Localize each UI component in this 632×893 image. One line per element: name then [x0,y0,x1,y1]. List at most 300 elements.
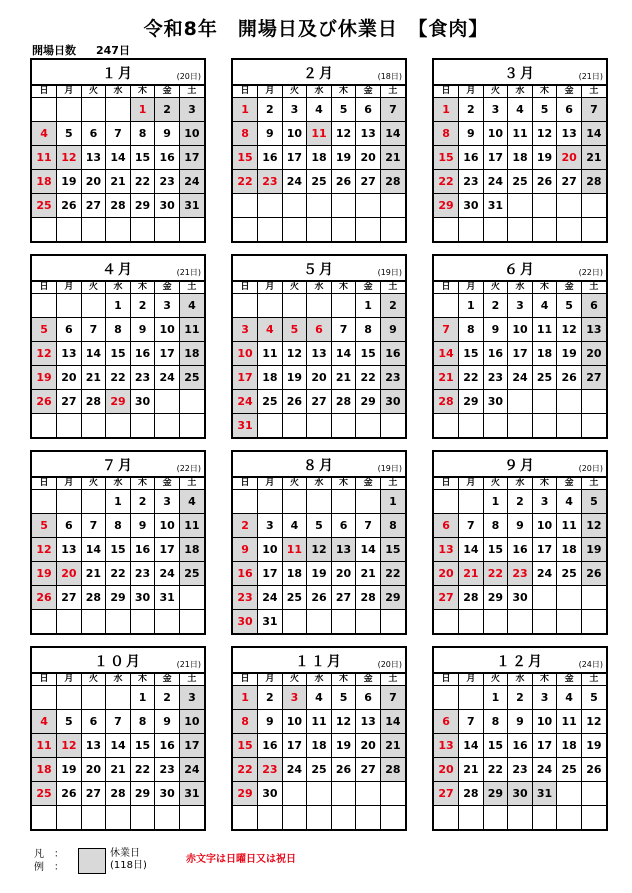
week-row [233,146,405,170]
day-cell: 12 [32,342,57,366]
week-row [32,562,204,586]
weekday-header: 月 [57,674,82,686]
day-cell: 18 [557,538,582,562]
day-cell: 24 [155,562,180,586]
weekday-header: 土 [179,674,204,686]
empty-cell [57,414,82,438]
day-cell: 9 [258,122,283,146]
empty-cell [459,686,484,710]
day-cell: 7 [106,710,131,734]
weekday-header: 火 [483,478,508,490]
day-cell: 21 [356,562,381,586]
empty-cell [282,218,307,242]
page-title: 令和8年 開場日及び休業日 【食肉】 [143,18,489,40]
empty-cell [57,806,82,830]
day-cell: 14 [331,342,356,366]
legend-colon: ： [54,849,64,860]
empty-cell [32,414,57,438]
day-cell: 22 [356,366,381,390]
day-cell: 3 [155,294,180,318]
day-cell: 6 [81,122,106,146]
day-cell: 27 [57,586,82,610]
day-cell: 27 [81,194,106,218]
empty-cell [557,390,582,414]
day-cell: 4 [258,318,283,342]
day-cell: 6 [356,686,381,710]
day-cell: 15 [130,146,155,170]
empty-cell [258,806,283,830]
day-cell: 5 [581,686,606,710]
weekday-header: 火 [282,674,307,686]
day-cell: 6 [356,98,381,122]
empty-cell [57,686,82,710]
day-cell: 16 [155,734,180,758]
empty-cell [233,806,258,830]
empty-cell [581,806,606,830]
empty-cell [130,610,155,634]
day-cell: 25 [32,194,57,218]
weekday-header: 土 [581,674,606,686]
day-cell: 27 [81,782,106,806]
day-cell: 26 [331,758,356,782]
week-row [434,170,606,194]
empty-cell [508,806,533,830]
day-cell: 24 [155,366,180,390]
empty-cell [434,414,459,438]
empty-cell [130,414,155,438]
empty-cell [32,218,57,242]
empty-cell [155,414,180,438]
day-cell: 12 [331,710,356,734]
day-cell: 30 [155,782,180,806]
week-row [32,170,204,194]
empty-cell [307,194,332,218]
day-cell: 4 [179,490,204,514]
weekday-header: 日 [434,478,459,490]
day-cell: 8 [233,122,258,146]
day-cell: 29 [233,782,258,806]
day-cell: 18 [532,342,557,366]
day-cell: 23 [380,366,405,390]
day-cell: 28 [459,586,484,610]
empty-cell [57,218,82,242]
day-cell: 11 [532,318,557,342]
day-cell: 20 [307,366,332,390]
day-cell: 10 [532,710,557,734]
day-cell: 14 [380,122,405,146]
day-cell: 23 [508,562,533,586]
weekday-header: 日 [434,86,459,98]
day-cell: 13 [81,734,106,758]
month-open-count: (21日) [176,660,201,669]
empty-cell [81,98,106,122]
day-cell: 18 [32,758,57,782]
day-cell: 10 [233,342,258,366]
day-cell: 8 [106,514,131,538]
month-name: ３月 [504,66,536,82]
day-cell: 28 [356,586,381,610]
month-open-count: (19日) [377,268,402,277]
day-cell: 30 [130,586,155,610]
day-cell: 3 [282,98,307,122]
day-cell: 24 [483,170,508,194]
day-cell: 3 [282,686,307,710]
empty-cell [155,610,180,634]
day-cell: 23 [155,758,180,782]
weekday-header: 木 [331,478,356,490]
day-cell: 5 [282,318,307,342]
day-cell: 11 [557,710,582,734]
day-cell: 29 [434,194,459,218]
empty-cell [331,294,356,318]
empty-cell [106,98,131,122]
month-open-count: (21日) [176,268,201,277]
week-row [233,610,405,634]
day-cell: 27 [307,390,332,414]
weekday-header: 月 [57,478,82,490]
weekday-header: 木 [130,86,155,98]
weekday-header: 月 [258,478,283,490]
day-cell: 10 [155,318,180,342]
day-cell: 29 [356,390,381,414]
weekday-header: 木 [331,86,356,98]
day-cell: 26 [331,170,356,194]
day-cell: 9 [459,122,484,146]
day-cell: 14 [581,122,606,146]
day-cell: 3 [483,98,508,122]
day-cell: 16 [483,342,508,366]
month-table [434,673,606,829]
empty-cell [307,414,332,438]
legend-closed-count: (118日) [110,860,147,871]
day-cell: 30 [233,610,258,634]
day-cell: 9 [380,318,405,342]
empty-cell [258,414,283,438]
day-cell: 16 [233,562,258,586]
empty-cell [356,218,381,242]
day-cell: 28 [380,170,405,194]
week-row [233,98,405,122]
empty-cell [581,586,606,610]
week-row [233,390,405,414]
empty-cell [483,218,508,242]
day-cell: 8 [434,122,459,146]
day-cell: 7 [380,686,405,710]
day-cell: 19 [57,170,82,194]
day-cell: 6 [434,710,459,734]
legend-closed-text [110,848,147,872]
day-cell: 21 [106,758,131,782]
month-table [233,477,405,633]
day-cell: 26 [32,390,57,414]
day-cell: 6 [81,710,106,734]
weekday-header: 火 [81,282,106,294]
empty-cell [307,490,332,514]
day-cell: 2 [459,98,484,122]
day-cell: 11 [307,710,332,734]
weekday-header: 火 [483,674,508,686]
day-cell: 9 [508,710,533,734]
empty-cell [331,782,356,806]
day-cell: 21 [380,146,405,170]
day-cell: 6 [57,514,82,538]
day-cell: 29 [106,586,131,610]
day-cell: 12 [557,318,582,342]
day-cell: 9 [130,514,155,538]
day-cell: 18 [557,734,582,758]
day-cell: 21 [81,562,106,586]
day-cell: 8 [130,710,155,734]
day-cell: 25 [557,758,582,782]
week-row [233,806,405,830]
empty-cell [557,806,582,830]
month-name: ８月 [303,458,335,474]
day-cell: 5 [331,98,356,122]
day-cell: 19 [532,146,557,170]
legend [0,846,632,886]
week-row [32,758,204,782]
day-cell: 16 [508,734,533,758]
day-cell: 9 [258,710,283,734]
day-cell: 1 [434,98,459,122]
empty-cell [532,218,557,242]
day-cell: 5 [32,318,57,342]
day-cell: 2 [233,514,258,538]
day-cell: 20 [81,758,106,782]
week-row [32,782,204,806]
empty-cell [508,390,533,414]
day-cell: 7 [380,98,405,122]
day-cell: 26 [32,586,57,610]
weekday-header: 日 [233,674,258,686]
day-cell: 16 [258,734,283,758]
day-cell: 27 [434,586,459,610]
day-cell: 30 [155,194,180,218]
day-cell: 26 [57,194,82,218]
month-calendar [30,646,206,831]
empty-cell [508,218,533,242]
day-cell: 12 [331,122,356,146]
weekday-header: 日 [233,478,258,490]
month-name: １２月 [496,654,544,670]
day-cell: 3 [532,490,557,514]
day-cell: 28 [459,782,484,806]
month-open-count: (20日) [176,72,201,81]
empty-cell [532,586,557,610]
day-cell: 11 [179,514,204,538]
weekday-header: 金 [155,86,180,98]
weekday-header: 金 [557,282,582,294]
week-row [233,710,405,734]
day-cell: 14 [106,146,131,170]
day-cell: 9 [483,318,508,342]
empty-cell [459,414,484,438]
month-table [233,85,405,241]
day-cell: 8 [106,318,131,342]
empty-cell [532,806,557,830]
day-cell: 6 [57,318,82,342]
week-row [32,414,204,438]
day-cell: 22 [434,170,459,194]
day-cell: 10 [483,122,508,146]
day-cell: 8 [356,318,381,342]
day-cell: 21 [459,758,484,782]
day-cell: 23 [130,562,155,586]
weekday-header: 日 [32,282,57,294]
weekday-header: 水 [106,674,131,686]
week-row [434,758,606,782]
day-cell: 29 [130,194,155,218]
day-cell: 29 [483,586,508,610]
day-cell: 14 [356,538,381,562]
week-row [233,514,405,538]
day-cell: 15 [106,342,131,366]
empty-cell [155,806,180,830]
day-cell: 12 [581,514,606,538]
day-cell: 24 [532,758,557,782]
empty-cell [331,218,356,242]
empty-cell [106,686,131,710]
empty-cell [179,610,204,634]
week-row [233,586,405,610]
empty-cell [581,610,606,634]
empty-cell [356,490,381,514]
week-row [32,122,204,146]
empty-cell [380,414,405,438]
day-cell: 16 [258,146,283,170]
day-cell: 26 [282,390,307,414]
month-open-count: (20日) [377,660,402,669]
day-cell: 26 [581,562,606,586]
day-cell: 18 [307,734,332,758]
day-cell: 14 [81,342,106,366]
day-cell: 1 [380,490,405,514]
empty-cell [282,194,307,218]
day-cell: 15 [459,342,484,366]
day-cell: 17 [179,146,204,170]
month-calendar [432,58,608,243]
day-cell: 7 [81,514,106,538]
empty-cell [581,414,606,438]
day-cell: 15 [106,538,131,562]
day-cell: 15 [434,146,459,170]
week-row [434,610,606,634]
day-cell: 1 [130,686,155,710]
weekday-header: 水 [508,674,533,686]
empty-cell [57,294,82,318]
day-cell: 1 [130,98,155,122]
month-table [434,477,606,633]
day-cell: 14 [380,710,405,734]
week-row [233,366,405,390]
day-cell: 7 [356,514,381,538]
empty-cell [434,490,459,514]
empty-cell [258,194,283,218]
month-table [233,281,405,437]
week-row [32,146,204,170]
week-row [434,782,606,806]
day-cell: 26 [57,782,82,806]
day-cell: 2 [155,686,180,710]
empty-cell [459,806,484,830]
empty-cell [331,490,356,514]
empty-cell [356,414,381,438]
day-cell: 1 [106,490,131,514]
day-cell: 28 [581,170,606,194]
day-cell: 1 [356,294,381,318]
weekday-header: 月 [459,478,484,490]
day-cell: 2 [155,98,180,122]
empty-cell [233,194,258,218]
day-cell: 3 [508,294,533,318]
day-cell: 7 [459,710,484,734]
week-row [32,390,204,414]
day-cell: 4 [282,514,307,538]
day-cell: 11 [32,734,57,758]
day-cell: 5 [557,294,582,318]
empty-cell [282,490,307,514]
day-cell: 25 [532,366,557,390]
month-header [32,452,204,477]
day-cell: 26 [557,366,582,390]
month-header [233,452,405,477]
day-cell: 31 [155,586,180,610]
week-row [32,490,204,514]
day-cell: 15 [233,146,258,170]
day-cell: 8 [380,514,405,538]
day-cell: 5 [57,710,82,734]
weekday-header: 月 [459,86,484,98]
day-cell: 14 [459,734,484,758]
day-cell: 1 [483,490,508,514]
empty-cell [581,782,606,806]
day-cell: 17 [258,562,283,586]
day-cell: 28 [380,758,405,782]
day-cell: 5 [307,514,332,538]
week-row [434,562,606,586]
day-cell: 13 [57,342,82,366]
month-name: ４月 [102,262,134,278]
day-cell: 30 [459,194,484,218]
weekday-header: 水 [307,674,332,686]
day-cell: 14 [459,538,484,562]
day-cell: 9 [130,318,155,342]
day-cell: 7 [106,122,131,146]
day-cell: 25 [179,366,204,390]
day-cell: 14 [106,734,131,758]
day-cell: 28 [331,390,356,414]
day-cell: 27 [331,586,356,610]
day-cell: 13 [81,146,106,170]
empty-cell [282,782,307,806]
month-table [32,477,204,633]
week-row [434,122,606,146]
weekday-header: 月 [258,86,283,98]
day-cell: 29 [459,390,484,414]
empty-cell [233,294,258,318]
weekday-header: 月 [57,282,82,294]
month-name: ７月 [102,458,134,474]
empty-cell [532,194,557,218]
week-row [434,194,606,218]
day-cell: 6 [581,294,606,318]
day-cell: 24 [258,586,283,610]
empty-cell [81,294,106,318]
day-cell: 19 [32,562,57,586]
day-cell: 4 [508,98,533,122]
empty-cell [282,806,307,830]
weekday-header: 土 [380,86,405,98]
